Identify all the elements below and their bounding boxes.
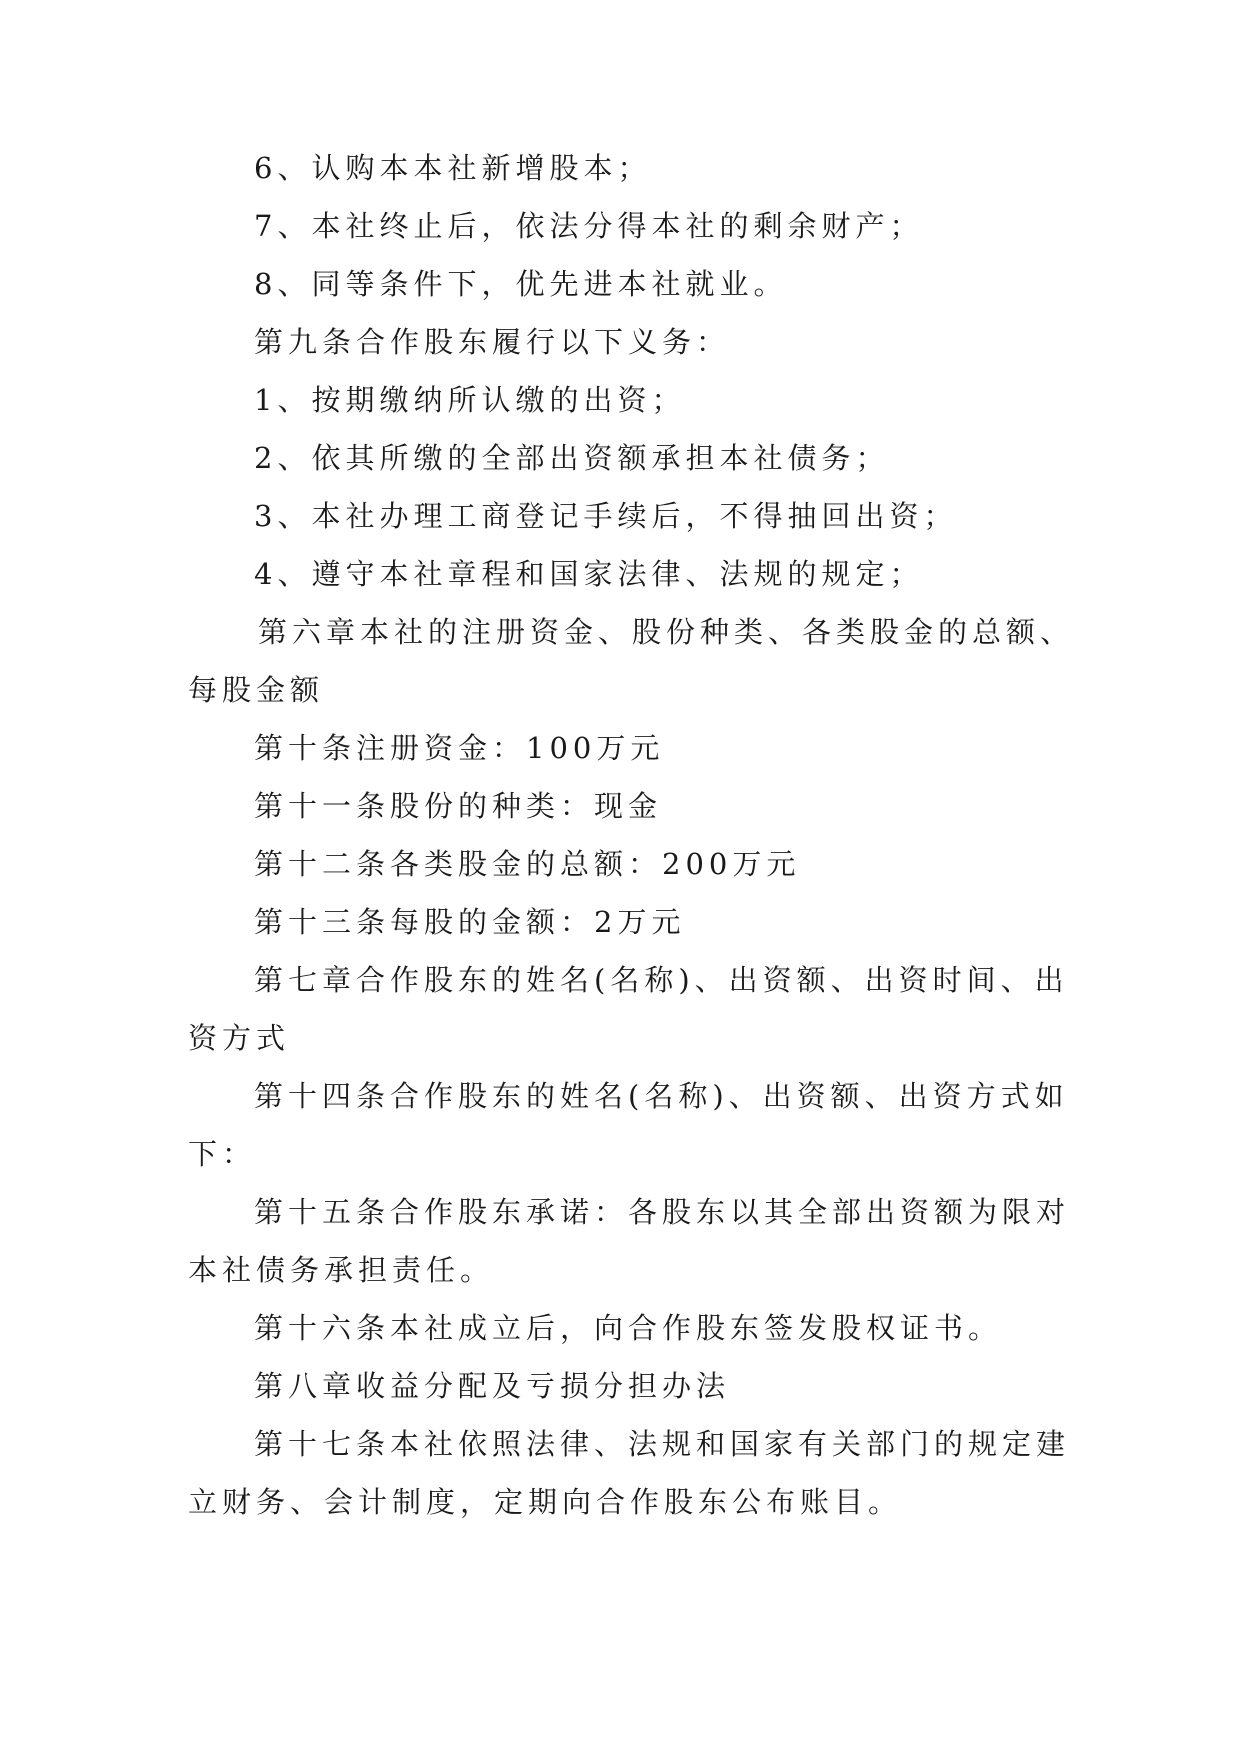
text-line: 第十三条每股的金额：2万元 [254, 905, 686, 939]
text-line: 立财务、会计制度，定期向合作股东公布账目。 [188, 1485, 903, 1519]
text-line: 6、认购本本社新增股本； [254, 151, 652, 185]
chapter-heading: 第六章本社的注册资金、股份种类、各类股金的总额、 [258, 615, 1075, 649]
text-line: 本社债务承担责任。 [188, 1253, 495, 1287]
text-line: 4、遵守本社章程和国家法律、法规的规定； [254, 557, 924, 591]
chapter-heading: 第七章合作股东的姓名(名称)、出资额、出资时间、出 [254, 963, 1069, 997]
text-line: 每股金额 [188, 673, 325, 707]
text-line: 第十四条合作股东的姓名(名称)、出资额、出资方式如 [254, 1079, 1069, 1113]
text-line: 1、按期缴纳所认缴的出资； [254, 383, 686, 417]
text-line: 资方式 [188, 1021, 291, 1055]
text-line: 8、同等条件下，优先进本社就业。 [254, 267, 788, 301]
text-line: 第十二条各类股金的总额：200万元 [254, 847, 801, 881]
text-line: 第十七条本社依照法律、法规和国家有关部门的规定建 [254, 1427, 1071, 1461]
text-line: 2、依其所缴的全部出资额承担本社债务； [254, 441, 890, 475]
text-line: 第九条合作股东履行以下义务： [254, 325, 731, 359]
text-line: 第十六条本社成立后，向合作股东签发股权证书。 [254, 1311, 1003, 1345]
chapter-heading: 第八章收益分配及亏损分担办法 [254, 1369, 731, 1403]
text-line: 7、本社终止后，依法分得本社的剩余财产； [254, 209, 924, 243]
text-line: 3、本社办理工商登记手续后，不得抽回出资； [254, 499, 958, 533]
text-line: 第十一条股份的种类：现金 [254, 789, 663, 823]
text-line: 第十条注册资金：100万元 [254, 731, 665, 765]
text-line: 第十五条合作股东承诺：各股东以其全部出资额为限对 [254, 1195, 1071, 1229]
text-line: 下： [188, 1137, 257, 1171]
